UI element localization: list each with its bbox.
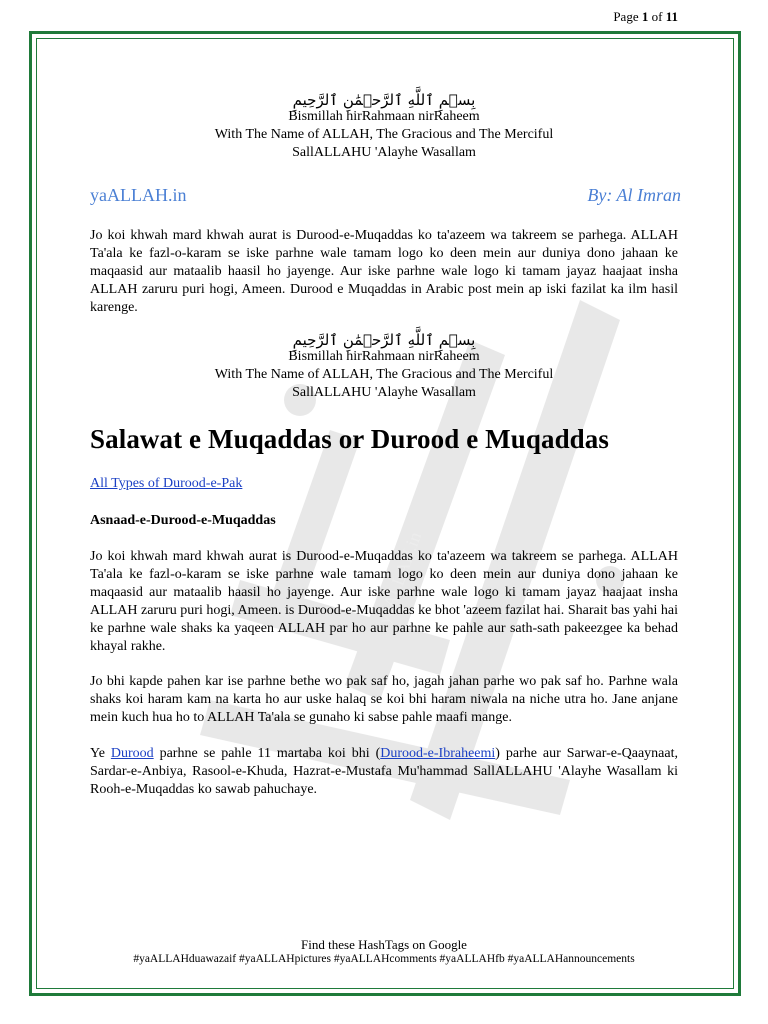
all-types-link[interactable]: All Types of Durood-e-Pak: [90, 476, 243, 491]
bismillah-arabic-1: بِسۡمِ ٱللَّهِ ٱلرَّحۡمَٰنِ ٱلرَّحِيمِ: [292, 91, 476, 109]
p4-text-2: parhne se pahle 11 martaba koi bhi (: [153, 746, 381, 761]
site-row: [90, 185, 681, 206]
paragraph-3: Jo bhi kapde pahen kar ise parhne bethe wo pak saf ho, jagah jahan parhe wo pak saf ho. Parhne wala shaks koi haram kam na karta ho aur uske halaq se koi bhi haram niwala na niche utra ho. Jane anjane mein kuch hua ho to ALLAH Ta'ala se gunaho ki sabse pahle maafi mange.: [90, 674, 678, 725]
bismillah-2-line-3: SallALLAHU 'Alayhe Wasallam: [292, 385, 476, 400]
page-number: [613, 9, 678, 25]
page-title: Salawat e Muqaddas or Durood e Muqaddas: [90, 424, 610, 454]
footer: [0, 937, 768, 965]
subheading: Asnaad-e-Durood-e-Muqaddas: [90, 513, 276, 528]
paragraph-4: [90, 745, 678, 799]
paragraph-2-section: [90, 548, 678, 656]
bismillah-2-line-2: With The Name of ALLAH, The Gracious and The Merciful: [214, 367, 554, 382]
paragraph-3-section: [90, 673, 678, 727]
site-name: yaALLAH.in: [90, 185, 187, 205]
page-total: 11: [665, 9, 678, 24]
author-name: By: Al Imran: [587, 185, 681, 205]
footer-hashtags: #yaALLAHduawazaif #yaALLAHpictures #yaALLAHcomments #yaALLAHfb #yaALLAHannouncements: [133, 953, 635, 965]
p4-text-1: Ye: [90, 746, 111, 761]
title-section: [90, 424, 678, 455]
intro-section: [90, 227, 678, 317]
page-current: 1: [641, 9, 649, 24]
bismillah-line-2: With The Name of ALLAH, The Gracious and The Merciful: [214, 127, 554, 142]
bismillah-arabic-2: بِسۡمِ ٱللَّهِ ٱلرَّحۡمَٰنِ ٱلرَّحِيمِ: [292, 331, 476, 349]
p4-text-3: ) parhe aur Sarwar-e-Qaaynaat, Sardar-e-Anbiya, Rasool-e-Khuda, Hazrat-e-Mustafa Mu'hammad SallALLAHU 'Alayhe Wasallam ki Rooh-e-Muqaddas ko sawab pahuchaye.: [90, 746, 678, 797]
bismillah-line-3: SallALLAHU 'Alayhe Wasallam: [292, 145, 476, 160]
page-of: of: [651, 9, 663, 24]
durood-link[interactable]: Durood: [110, 746, 154, 761]
paragraph-4-section: [90, 745, 678, 799]
page-prefix: Page: [613, 9, 639, 24]
bismillah-line-1: Bismillah hirRahmaan nirRaheem: [288, 109, 480, 124]
bismillah-2-line-1: Bismillah hirRahmaan nirRaheem: [288, 349, 480, 364]
durood-e-ibraheemi-link[interactable]: Durood-e-Ibraheemi: [380, 746, 496, 761]
link-section: [90, 476, 678, 492]
intro-paragraph: Jo koi khwah mard khwah aurat is Durood-e-Muqaddas ko ta'azeem wa takreem se parhega. ALLAH Ta'ala ke fazl-o-karam se iske parhne wale tamam logo ko deen mein aur duniya dono jahaan ke maqaasid aur mataalib haasil ho jayenge. Aur iske parhne wale logo ki tamam jayaz haajaat insha ALLAH zaruru puri hogi, Ameen. Durood e Muqaddas in Arabic post mein ap iski fazilat ka ilm hasil karenge.: [90, 228, 678, 315]
footer-line: Find these HashTags on Google: [301, 937, 467, 952]
bismillah-block-2: [90, 332, 678, 402]
bismillah-block-1: [90, 92, 678, 162]
watermark-text: yaALLAH.in: [373, 529, 426, 627]
paragraph-2: Jo koi khwah mard khwah aurat is Durood-e-Muqaddas ko ta'azeem wa takreem se parhega. ALLAH Ta'ala ke fazl-o-karam se iske parhne wale tamam logo ko deen mein aur duniya dono jahaan ke maqaasid aur mataalib haasil ho jayenge. Aur iske parhne wale logo ki tamam jayaz haajaat insha ALLAH zaruru puri hogi, Ameen. is Durood-e-Muqaddas ke bhot 'azeem fazilat hai. Sharait bas yahi hai ke parhne wale shaks ka yaqeen ALLAH par ho aur parhne ke pahle aur sath-sath pakeezgee ka behad khayal rakhe.: [90, 549, 678, 654]
